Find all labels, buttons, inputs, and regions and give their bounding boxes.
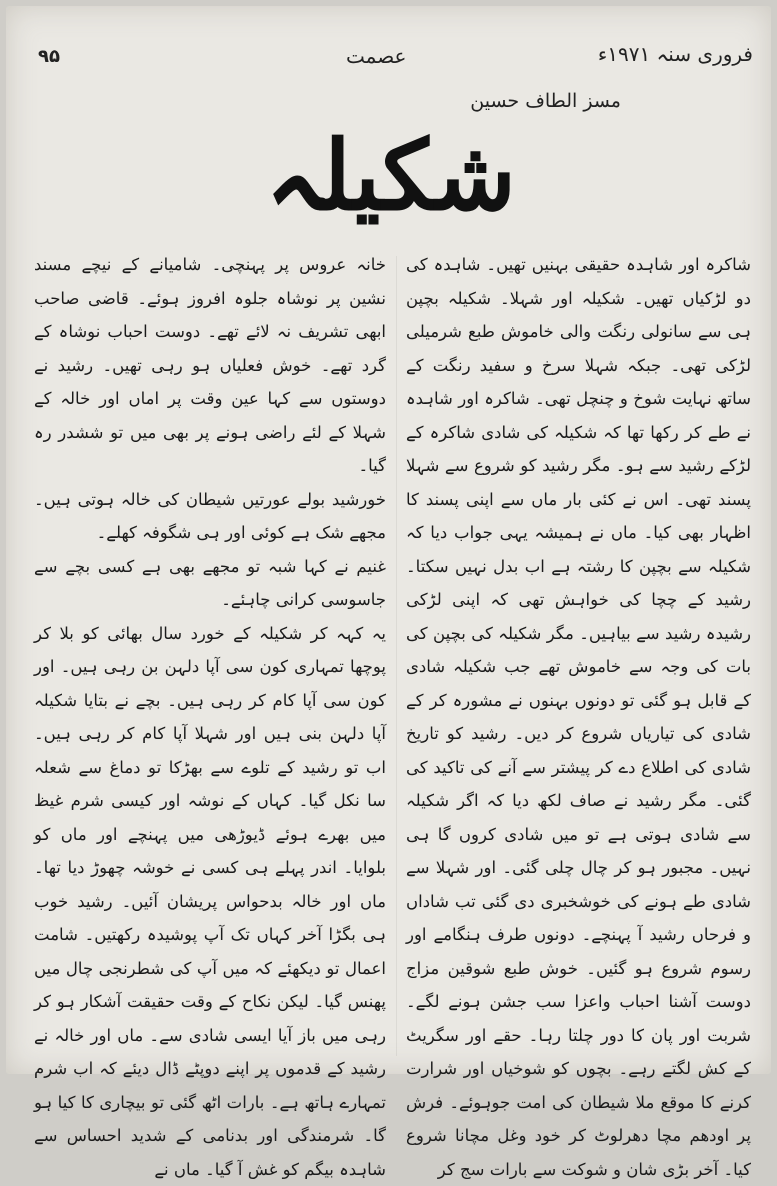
- issue-date: فروری سنہ ۱۹۷۱ء: [598, 42, 753, 66]
- column-gutter: [396, 256, 397, 1056]
- paragraph: غنیم نے کہا شبہ تو مجھے بھی ہے کسی بچے سے جاسوسی کرانی چاہئے۔: [34, 550, 386, 617]
- text-column-right: [406, 248, 751, 1058]
- paragraph: یہ کہہ کر شکیلہ کے خورد سال بھائی کو بلا کر پوچھا تمہاری کون سی آپا دلہن بن رہی ہیں۔ اور کون سی آپا کام کر رہی ہیں۔ بچے نے بتایا شکیلہ آپا دلہن بنی ہیں اور شہلا آپا کام کر رہی ہیں۔ اب تو رشید کے تلوے سے بھڑکا تو دماغ سے شعلہ سا نکل گیا۔ کہاں کے نوشہ اور کیسی شرم غیظ میں بھرے ہوئے ڈیوڑھی میں پہنچے اور ماں کو بلوایا۔ اندر پہلے ہی کسی نے خوشہ چھوڑ دیا تھا۔ ماں اور خالہ بدحواس پریشان آئیں۔ رشید خوب ہی بگڑا آخر کہاں تک آپ پوشیدہ رکھتیں۔ شامت اعمال تو دیکھئے کہ میں آپ کی شطرنجی چال میں پھنس گیا۔ لیکن نکاح کے وقت حقیقت آشکار ہو کر رہی میں باز آیا ایسی شادی سے۔ ماں اور خالہ نے رشید کے قدموں پر اپنے دوپٹے ڈال دیئے کہ اب شرم تمہارے ہاتھ ہے۔ بارات اٹھ گئی تو بیچاری کا کیا ہو گا۔ شرمندگی اور بدنامی کے شدید احساس سے شاہدہ بیگم کو غش آ گیا۔ ماں نے: [34, 617, 386, 1186]
- page-number: ۹۵: [38, 46, 60, 67]
- paragraph: شاکرہ اور شاہدہ حقیقی بہنیں تھیں۔ شاہدہ کی دو لڑکیاں تھیں۔ شکیلہ اور شہلا۔ شکیلہ بچپن ہی سے سانولی رنگت والی خاموش طبع شرمیلی لڑکی تھی۔ جبکہ شہلا سرخ و سفید رنگت کے ساتھ نہایت شوخ و چنچل تھی۔ شاکرہ اور شاہدہ نے طے کر رکھا تھا کہ شکیلہ کی شادی شاکرہ کے لڑکے رشید سے ہو۔ مگر رشید کو شروع سے شہلا پسند تھی۔ اس نے کئی بار ماں سے اپنی پسند کا اظہار بھی کیا۔ ماں نے ہمیشہ یہی جواب دیا کہ شکیلہ سے بچپن کا رشتہ ہے اب بدل نہیں سکتا۔ رشید کے چچا کی خواہش تھی کہ اپنی لڑکی رشیدہ رشید سے بیاہیں۔ مگر شکیلہ کی بچپن کی بات کی وجہ سے خاموش تھے جب شکیلہ شادی کے قابل ہو گئی تو دونوں بہنوں نے مشورہ کر کے شادی کی تیاریاں شروع کر دیں۔ رشید کو تاریخ شادی کی اطلاع دے کر پیشتر سے آنے کی تاکید کی گئی۔ مگر رشید نے صاف لکھ دیا کہ اگر شکیلہ سے شادی ہوتی ہے تو میں شادی کروں گا ہی نہیں۔ مجبور ہو کر چال چلی گئی۔ اور شہلا سے شادی طے ہونے کی خوشخبری دی گئی تب شاداں و فرحاں رشید آ پہنچے۔ دونوں طرف ہنگامے اور رسوم شروع ہو گئیں۔ خوش طبع شوقین مزاج دوست آشنا احباب واعزا سب جشن ہونے لگے۔ شربت اور پان کا دور چلتا رہا۔ حقے اور سگریٹ کے کش لگتے رہے۔ بچوں کو شوخیاں اور شرارت کرنے کا موقع ملا شیطان کی امت جوہوئے۔ فرش پر اودھم مچا دھرلوٹ کر خود وغل مچانا شروع کیا۔ آخر بڑی شان و شوکت سے بارات سج کر: [406, 248, 751, 1186]
- text-column-left: [34, 248, 386, 1058]
- author-name: مسز الطاف حسین: [470, 90, 621, 112]
- story-title: شکیلہ: [286, 111, 516, 241]
- magazine-name: عصمت: [346, 44, 406, 68]
- paragraph: خورشید بولے عورتیں شیطان کی خالہ ہوتی ہیں۔ مجھے شک ہے کوئی اور ہی شگوفہ کھلے۔: [34, 483, 386, 550]
- paragraph: خانہ عروس پر پہنچی۔ شامیانے کے نیچے مسند نشین پر نوشاہ جلوہ افروز ہوئے۔ قاضی صاحب ابھی تشریف نہ لائے تھے۔ دوست احباب نوشاہ کے گرد تھے۔ خوش فعلیاں ہو رہی تھیں۔ رشید نے دوستوں سے کہا عین وقت پر اماں اور خالہ کے شہلا کے لئے راضی ہونے پر بھی میں تو ششدر رہ گیا۔: [34, 248, 386, 483]
- page-header: [6, 6, 771, 86]
- magazine-page: [6, 6, 771, 1074]
